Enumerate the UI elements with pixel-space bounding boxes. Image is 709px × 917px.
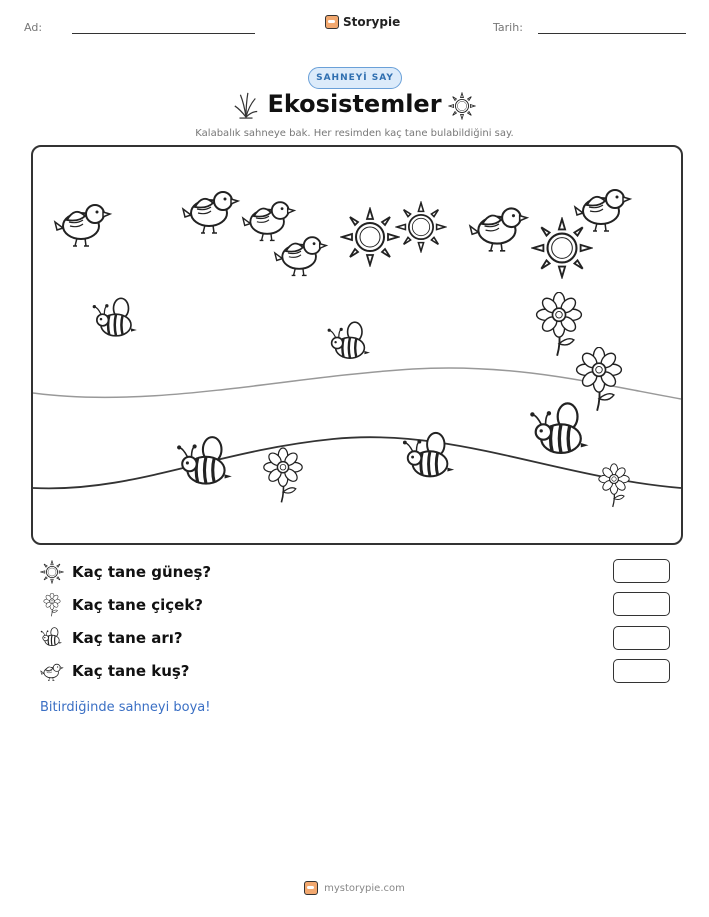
bird-icon (183, 192, 238, 233)
name-label: Ad: (24, 21, 43, 34)
sun-icon (397, 203, 446, 252)
brand-logo (325, 15, 400, 29)
answer-box-suns[interactable] (613, 559, 670, 583)
bird-icon (575, 190, 630, 231)
finish-instruction: Bitirdiğinde sahneyi boya! (40, 700, 211, 715)
date-line[interactable] (538, 33, 686, 34)
bee-icon (530, 403, 588, 453)
brand-name: Storypie (343, 15, 401, 29)
bee-icon (328, 322, 370, 358)
bird-icon (55, 205, 110, 246)
bird-icon (40, 659, 64, 683)
sun-icon (533, 219, 591, 277)
flower-icon (40, 593, 64, 617)
question-bees (40, 626, 183, 650)
flower-icon (599, 464, 629, 507)
sun-icon (342, 209, 398, 265)
bee-icon (40, 626, 64, 650)
storypie-logo-icon (325, 15, 339, 29)
footer-url: mystorypie.com (324, 882, 405, 894)
bird-icon (470, 208, 527, 250)
question-suns (40, 560, 211, 584)
question-birds (40, 659, 190, 683)
counting-scene (31, 145, 683, 545)
flower-icon (264, 448, 302, 502)
scene-drawing (33, 147, 681, 543)
question-text: Kaç tane kuş? (72, 662, 190, 680)
bee-icon (177, 437, 232, 484)
date-label: Tarih: (493, 21, 523, 34)
sun-decor-icon (448, 92, 476, 120)
question-text: Kaç tane arı? (72, 629, 183, 647)
bird-icon (243, 202, 294, 240)
answer-box-birds[interactable] (613, 659, 670, 683)
question-flowers (40, 593, 203, 617)
page-title: Ekosistemler (267, 90, 442, 118)
question-text: Kaç tane güneş? (72, 563, 212, 581)
instructions: Kalabalık sahneye bak. Her resimden kaç tane bulabildiğini say. (195, 128, 514, 139)
storypie-logo-icon (304, 881, 318, 895)
answer-box-flowers[interactable] (613, 592, 670, 616)
footer (0, 881, 709, 895)
flower-icon (577, 347, 622, 410)
bird-icon (275, 237, 326, 275)
activity-badge: SAHNEYİ SAY (308, 67, 402, 89)
answer-box-bees[interactable] (613, 626, 670, 650)
bee-icon (93, 298, 137, 336)
flower-icon (537, 292, 582, 355)
question-text: Kaç tane çiçek? (72, 596, 204, 614)
name-line[interactable] (72, 33, 255, 34)
sun-icon (40, 560, 64, 584)
